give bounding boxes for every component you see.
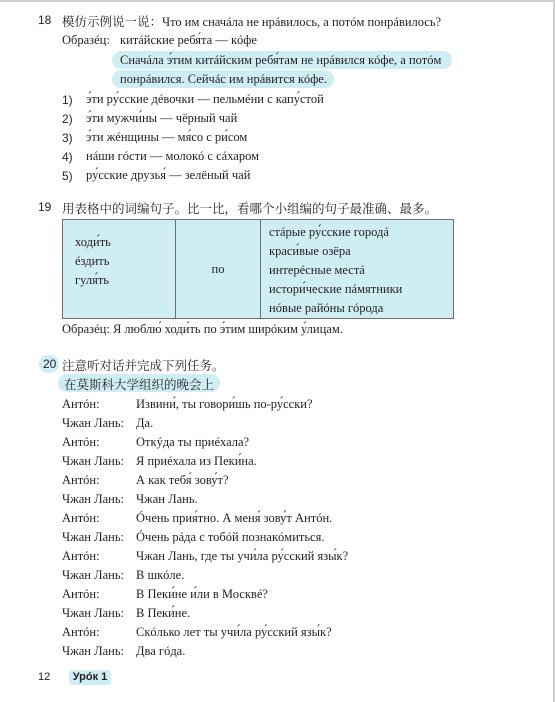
dialogue-speaker: Антóн:: [62, 549, 100, 563]
task-20-number: 20: [43, 357, 57, 371]
task-19-example: Образéц: Я люблю́ ходи́ть по э́тим ширóким у́лицам.: [62, 322, 343, 336]
table-cell-verb: éздить: [75, 254, 110, 268]
dialogue-speaker: Антóн:: [62, 625, 100, 639]
dialogue-line: Откýда ты приéхала?: [136, 435, 250, 449]
task-20-subtitle: 在莫斯科大学组织的晚会上: [64, 378, 215, 392]
dialogue-line: Óчень рáда с тобóй познакóмиться.: [136, 530, 325, 544]
dialogue-line: Óчень прия́тно. А меня́ зову́т Антóн.: [136, 511, 333, 525]
list-item-number: 4): [62, 150, 73, 164]
table-cell-verb: ходи́ть: [75, 235, 111, 249]
task-18-example-answer-line-2: понрáвился. Сейчáс им нрáвится кóфе.: [120, 72, 327, 86]
dialogue-line: Скóлько лет ты учи́ла ру́сский язы́к?: [136, 625, 332, 639]
task-18-instruction: 模仿示例说一说：Что им сначáла не нрáвилось, а потóм понрáвилось?: [62, 15, 442, 29]
list-item: ру́сские друзья́ — зелёный чай: [86, 168, 251, 182]
dialogue-line: Чжан Лань.: [136, 492, 198, 506]
list-item: э́ти жéнщины — мя́со с ри́сом: [86, 130, 248, 144]
dialogue-line: В Пеки́не и́ли в Москвé?: [136, 587, 268, 601]
task-18-number: 18: [38, 13, 52, 27]
page-frame-top: [0, 0, 555, 2]
task-20-instruction: 注意听对话并完成下列任务。: [62, 359, 225, 373]
word-table: [62, 219, 454, 319]
table-cell-place: стáрые ру́сские городá: [269, 225, 389, 239]
list-item: нáши гóсти — молокó с сáхаром: [86, 149, 260, 163]
table-cell-verb: гуля́ть: [75, 273, 109, 287]
dialogue-line: Извини́, ты говори́шь по-ру́сски?: [136, 397, 313, 411]
dialogue-speaker: Чжан Лань:: [62, 454, 125, 468]
dialogue-line: В Пеки́не.: [136, 606, 191, 620]
dialogue-line: В шкóле.: [136, 568, 185, 582]
dialogue-speaker: Антóн:: [62, 397, 100, 411]
dialogue-speaker: Антóн:: [62, 435, 100, 449]
page-number: 12: [38, 671, 51, 683]
dialogue-speaker: Чжан Лань:: [62, 644, 125, 658]
dialogue-speaker: Чжан Лань:: [62, 568, 125, 582]
dialogue-line: Чжан Лань, где ты учи́ла ру́сский язы́к?: [136, 549, 349, 563]
task-18-example-answer-line-1: Сначáла э́тим китáйским ребя́там не нрáвился кóфе, а потóм: [120, 53, 442, 67]
dialogue-speaker: Антóн:: [62, 587, 100, 601]
dialogue-line: Два гóда.: [136, 644, 186, 658]
list-item: э́ти мужчи́ны — чёрный чай: [86, 111, 238, 125]
dialogue-speaker: Антóн:: [62, 511, 100, 525]
dialogue-speaker: Антóн:: [62, 473, 100, 487]
dialogue-speaker: Чжан Лань:: [62, 606, 125, 620]
table-cell-place: нóвые райóны гóрода: [269, 301, 384, 315]
task-18-example-phrase: китáйские ребя́та — кóфе: [120, 33, 257, 47]
table-cell-place: интерéсные местá: [269, 263, 365, 277]
list-item: э́ти ру́сские дéвочки — пельмéни с капу́стой: [86, 92, 324, 106]
task-18-example-label: Образéц:: [62, 33, 110, 47]
verb-column: [63, 220, 176, 319]
table-cell-place: краси́вые озёра: [269, 244, 351, 258]
dialogue-speaker: Чжан Лань:: [62, 492, 125, 506]
dialogue-line: Я приéхала из Пеки́на.: [136, 454, 257, 468]
dialogue-speaker: Чжан Лань:: [62, 416, 125, 430]
dialogue-speaker: Чжан Лань:: [62, 530, 125, 544]
dialogue-line: Да.: [136, 416, 154, 430]
list-item-number: 5): [62, 169, 73, 183]
task-19-number: 19: [38, 200, 52, 214]
place-column: [261, 220, 454, 319]
list-item-number: 3): [62, 131, 73, 145]
table-cell-place: истори́ческие пáмятники: [269, 282, 403, 296]
table-cell-preposition: по: [211, 261, 225, 276]
list-item-number: 2): [62, 112, 73, 126]
task-19-instruction: 用表格中的词编句子。比一比，看哪个小组编的句子最准确、最多。: [62, 202, 438, 216]
dialogue-line: А как тебя́ зову́т?: [136, 473, 229, 487]
preposition-column: [176, 220, 261, 319]
lesson-tag: Урóк 1: [69, 670, 111, 685]
list-item-number: 1): [62, 93, 73, 107]
